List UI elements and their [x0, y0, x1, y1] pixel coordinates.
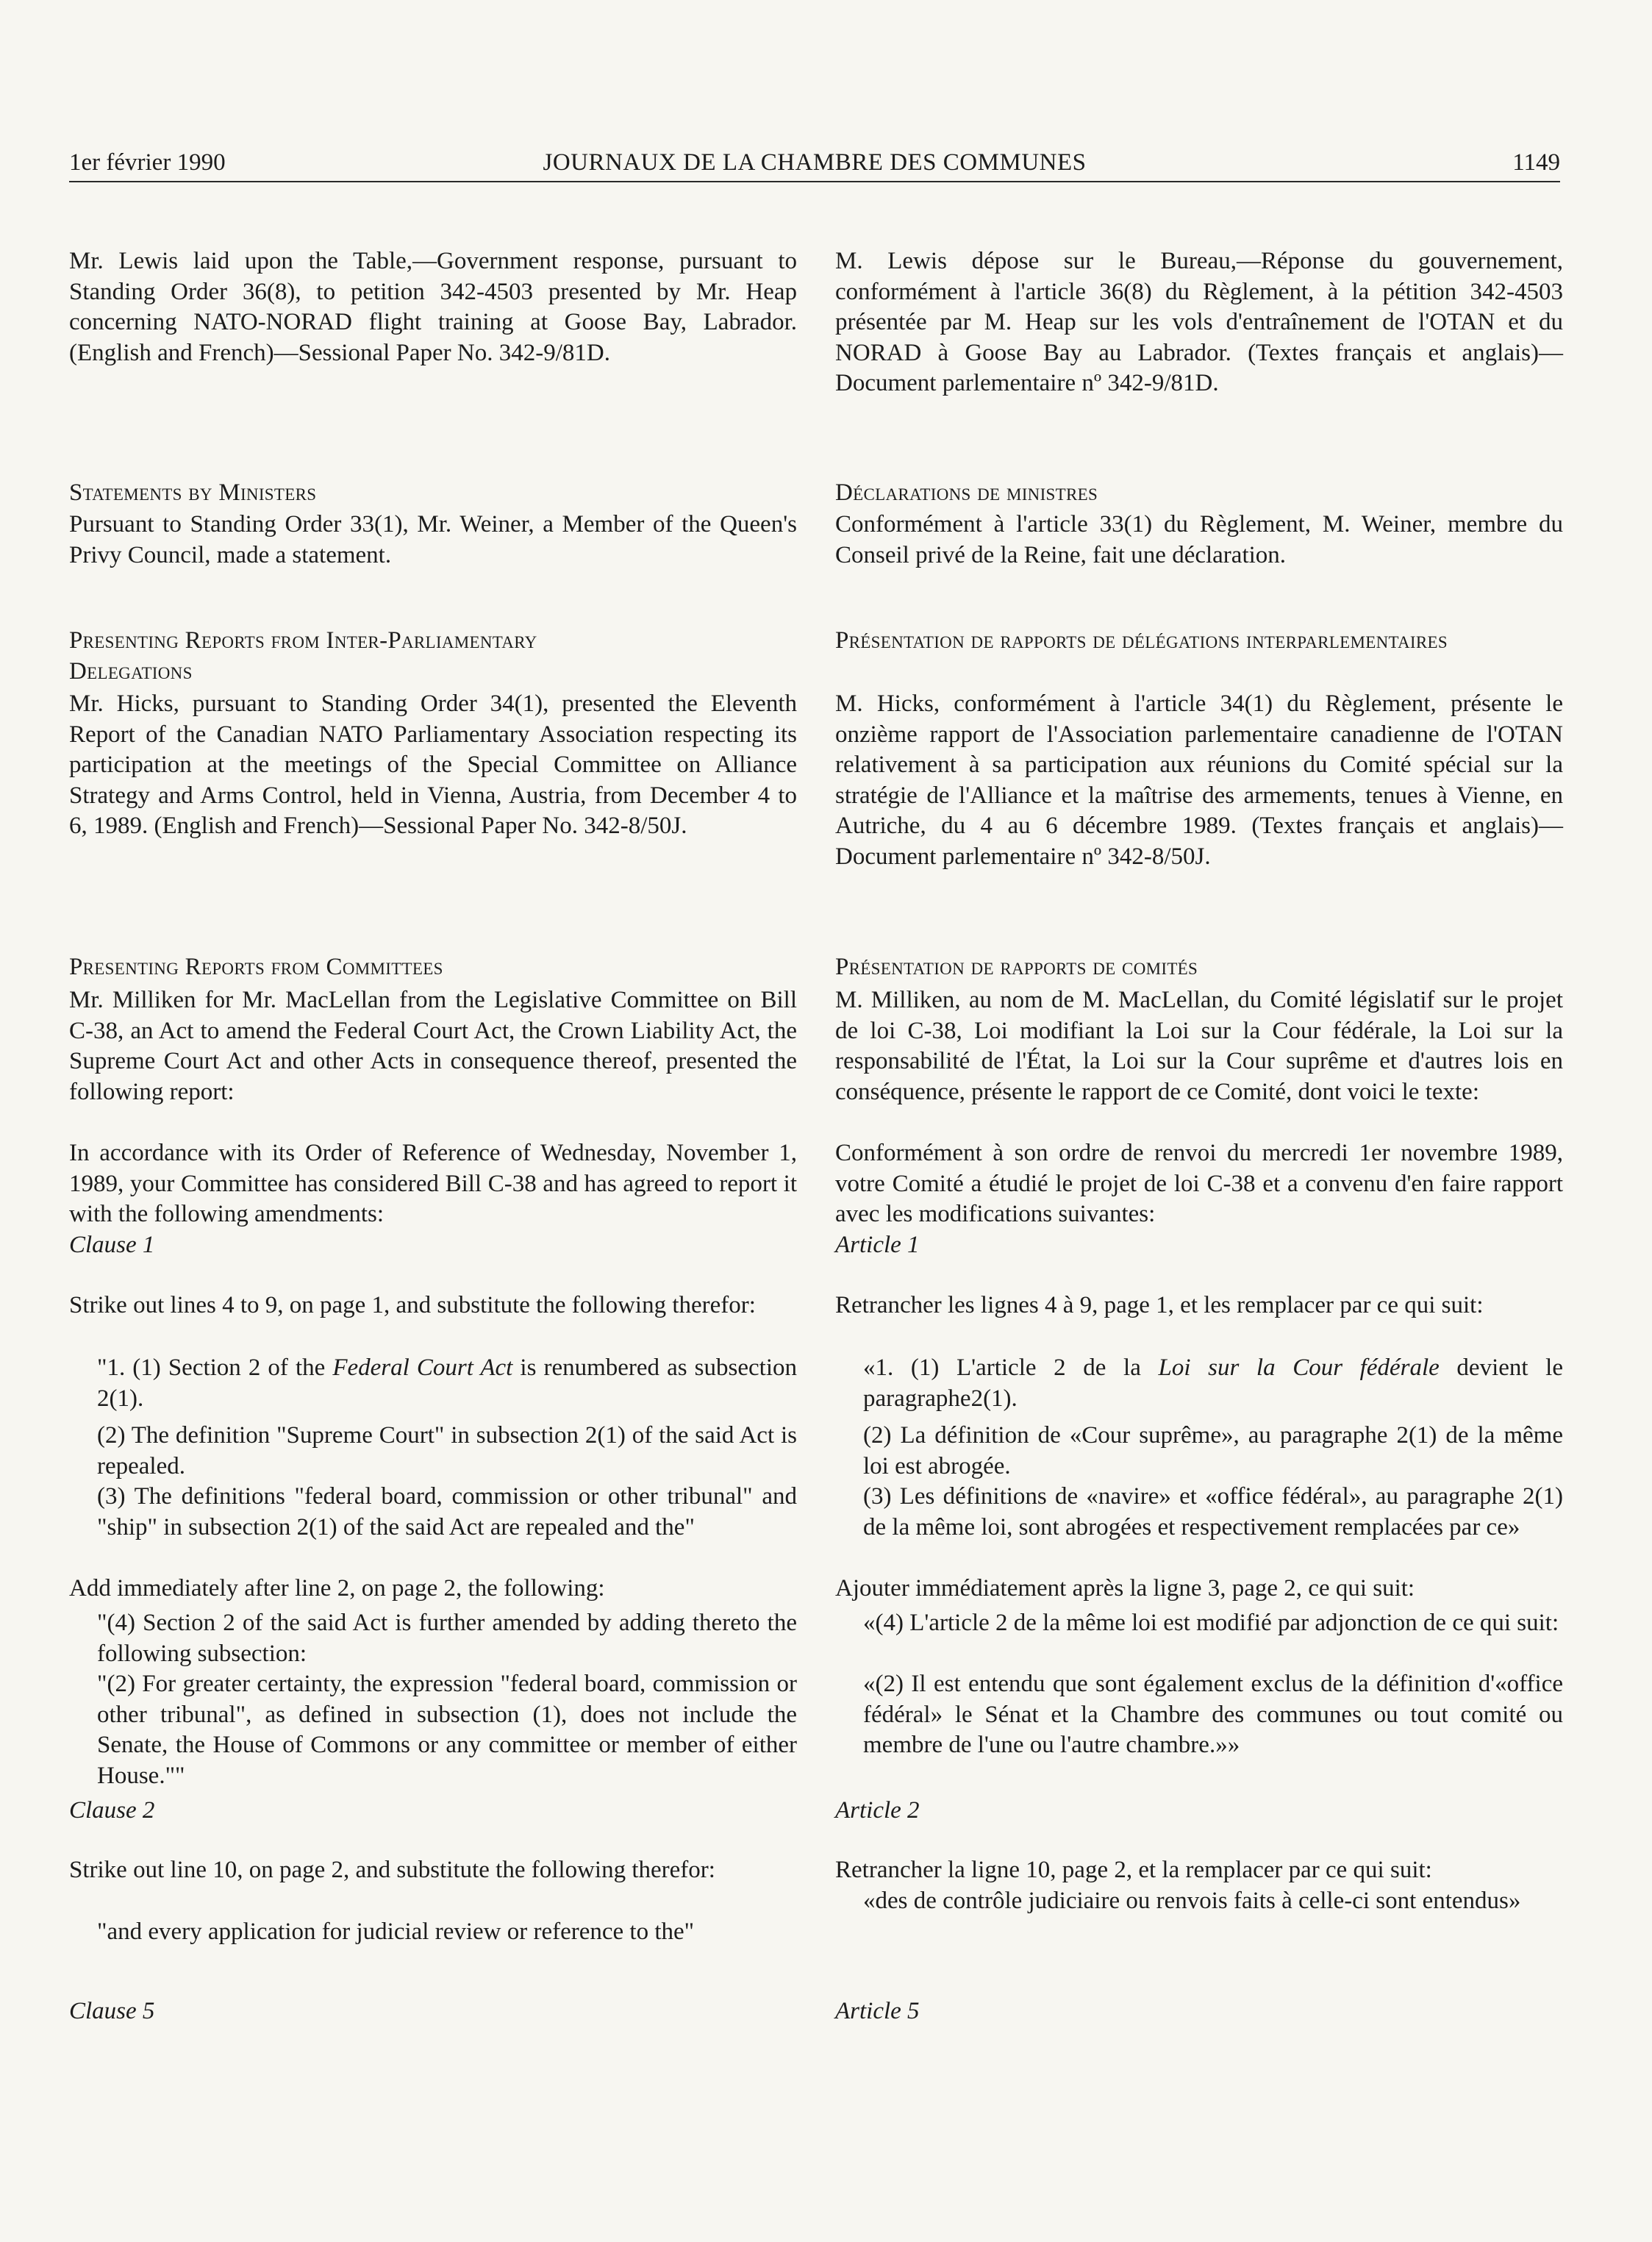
- fr-heading-delegations: Présentation de rapports de délégations interparlementaires: [835, 627, 1448, 654]
- fr-paragraph-ordre: Conformément à son ordre de renvoi du mercredi 1er novembre 1989, votre Comité a étudié le projet de loi C-38 et a convenu d'en faire rapport avec les modifications suivantes:: [835, 1140, 1563, 1227]
- fr-paragraph-weiner: Conformément à l'article 33(1) du Règlement, M. Weiner, membre du Conseil privé de la Reine, fait une déclaration.: [835, 511, 1563, 568]
- en-heading-committees: Presenting Reports from Committees: [69, 954, 443, 980]
- en-quote-4: "(4) Section 2 of the said Act is further amended by adding thereto the following subsection:: [97, 1610, 797, 1667]
- en-heading-delegations: Presenting Reports from Inter-Parliamentary Delegations: [69, 627, 537, 685]
- fr-quote-6: «des de contrôle judiciaire ou renvois faits à celle-ci sont entendus»: [863, 1888, 1521, 1914]
- en-clause-2: Clause 2: [69, 1797, 155, 1824]
- en-paragraph-weiner: Pursuant to Standing Order 33(1), Mr. Weiner, a Member of the Queen's Privy Council, made a statement.: [69, 511, 797, 568]
- en-paragraph-add: Add immediately after line 2, on page 2, the following:: [69, 1575, 605, 1602]
- fr-quote-4: «(4) L'article 2 de la même loi est modifié par adjonction de ce qui suit:: [863, 1610, 1559, 1636]
- fr-paragraph-retrancher-1: Retrancher les lignes 4 à 9, page 1, et les remplacer par ce qui suit:: [835, 1292, 1484, 1318]
- fr-paragraph-hicks: M. Hicks, conformément à l'article 34(1) du Règlement, présente le onzième rapport de l'Association parlementaire canadienne de l'OTAN relativement à sa participation aux réunions du Comité spécial sur la stratégie de l'Alliance et la maîtrise des armements, tenues à Vienne, en Autriche, du 4 au 6 décembre 1989. (Textes français et anglais)—Document parlementaire nº 342-8/50J.: [835, 690, 1563, 870]
- en-quote-6: "and every application for judicial review or reference to the": [97, 1918, 695, 1945]
- fr-paragraph-retrancher-2: Retrancher la ligne 10, page 2, et la remplacer par ce qui suit:: [835, 1857, 1432, 1883]
- en-quote-2: (2) The definition "Supreme Court" in subsection 2(1) of the said Act is repealed.: [97, 1422, 797, 1479]
- header-rule: [69, 181, 1560, 182]
- en-paragraph-strike-1: Strike out lines 4 to 9, on page 1, and substitute the following therefor:: [69, 1292, 756, 1318]
- fr-paragraph-ajouter: Ajouter immédiatement après la ligne 3, page 2, ce qui suit:: [835, 1575, 1415, 1602]
- en-paragraph-strike-2: Strike out line 10, on page 2, and substitute the following therefor:: [69, 1857, 715, 1883]
- fr-article-5: Article 5: [835, 1998, 920, 2024]
- fr-quote-5: «(2) Il est entendu que sont également exclus de la définition d'«office fédéral» le Sénat et la Chambre des communes ou tout comité ou membre de l'une ou l'autre chambre.»»: [863, 1671, 1563, 1758]
- en-heading-statements: Statements by Ministers: [69, 479, 317, 506]
- page-number: 1149: [1512, 149, 1560, 176]
- en-paragraph-order: In accordance with its Order of Reference of Wednesday, November 1, 1989, your Committee has considered Bill C-38 and has agreed to report it with the following amendments:: [69, 1140, 797, 1227]
- header-date: 1er février 1990: [69, 149, 226, 176]
- fr-paragraph-milliken: M. Milliken, au nom de M. MacLellan, du Comité législatif sur le projet de loi C-38, Loi modifiant la Loi sur la Cour fédérale, la Loi sur la responsabilité de l'État, la Loi sur la Cour suprême et d'autres lois en conséquence, présente le rapport de ce Comité, dont voici le texte:: [835, 987, 1563, 1105]
- fr-heading-comites: Présentation de rapports de comités: [835, 954, 1198, 980]
- fr-article-2: Article 2: [835, 1797, 920, 1824]
- fr-paragraph-lewis: M. Lewis dépose sur le Bureau,—Réponse du gouvernement, conformément à l'article 36(8) du Règlement, à la pétition 342-4503 présentée par M. Heap sur les vols d'entraînement de l'OTAN et du NORAD à Goose Bay au Labrador. (Textes français et anglais)—Document parlementaire nº 342-9/81D.: [835, 248, 1563, 396]
- header-title: JOURNAUX DE LA CHAMBRE DES COMMUNES: [543, 149, 1087, 176]
- en-paragraph-milliken: Mr. Milliken for Mr. MacLellan from the Legislative Committee on Bill C-38, an Act to amend the Federal Court Act, the Crown Liability Act, the Supreme Court Act and other Acts in consequence thereof, presented the following report:: [69, 987, 797, 1105]
- en-quote-1: "1. (1) Section 2 of the Federal Court Act is renumbered as subsection 2(1).: [97, 1354, 797, 1412]
- en-paragraph-hicks: Mr. Hicks, pursuant to Standing Order 34(1), presented the Eleventh Report of the Canadian NATO Parliamentary Association respecting its participation at the meetings of the Special Committee on Alliance Strategy and Arms Control, held in Vienna, Austria, from December 4 to 6, 1989. (English and French)—Sessional Paper No. 342-8/50J.: [69, 690, 797, 839]
- fr-quote-1: «1. (1) L'article 2 de la Loi sur la Cour fédérale devient le paragraphe2(1).: [863, 1354, 1564, 1412]
- en-clause-5: Clause 5: [69, 1998, 155, 2024]
- fr-article-1: Article 1: [835, 1232, 920, 1258]
- en-paragraph-lewis: Mr. Lewis laid upon the Table,—Government response, pursuant to Standing Order 36(8), to petition 342-4503 presented by Mr. Heap concerning NATO-NORAD flight training at Goose Bay, Labrador. (English and French)—Sessional Paper No. 342-9/81D.: [69, 248, 797, 366]
- page-header: [69, 144, 1560, 181]
- fr-heading-declarations: Déclarations de ministres: [835, 479, 1098, 506]
- en-clause-1: Clause 1: [69, 1232, 155, 1258]
- en-quote-5: "(2) For greater certainty, the expression "federal board, commission or other tribunal", as defined in subsection (1), does not include the Senate, the House of Commons or any committee or member of either House."": [97, 1671, 797, 1789]
- en-quote-3: (3) The definitions "federal board, commission or other tribunal" and "ship" in subsection 2(1) of the said Act are repealed and the": [97, 1483, 797, 1541]
- fr-quote-2: (2) La définition de «Cour suprême», au paragraphe 2(1) de la même loi est abrogée.: [863, 1422, 1563, 1479]
- fr-quote-3: (3) Les définitions de «navire» et «office fédéral», au paragraphe 2(1) de la même loi, sont abrogées et respectivement remplacées par ce»: [863, 1483, 1563, 1541]
